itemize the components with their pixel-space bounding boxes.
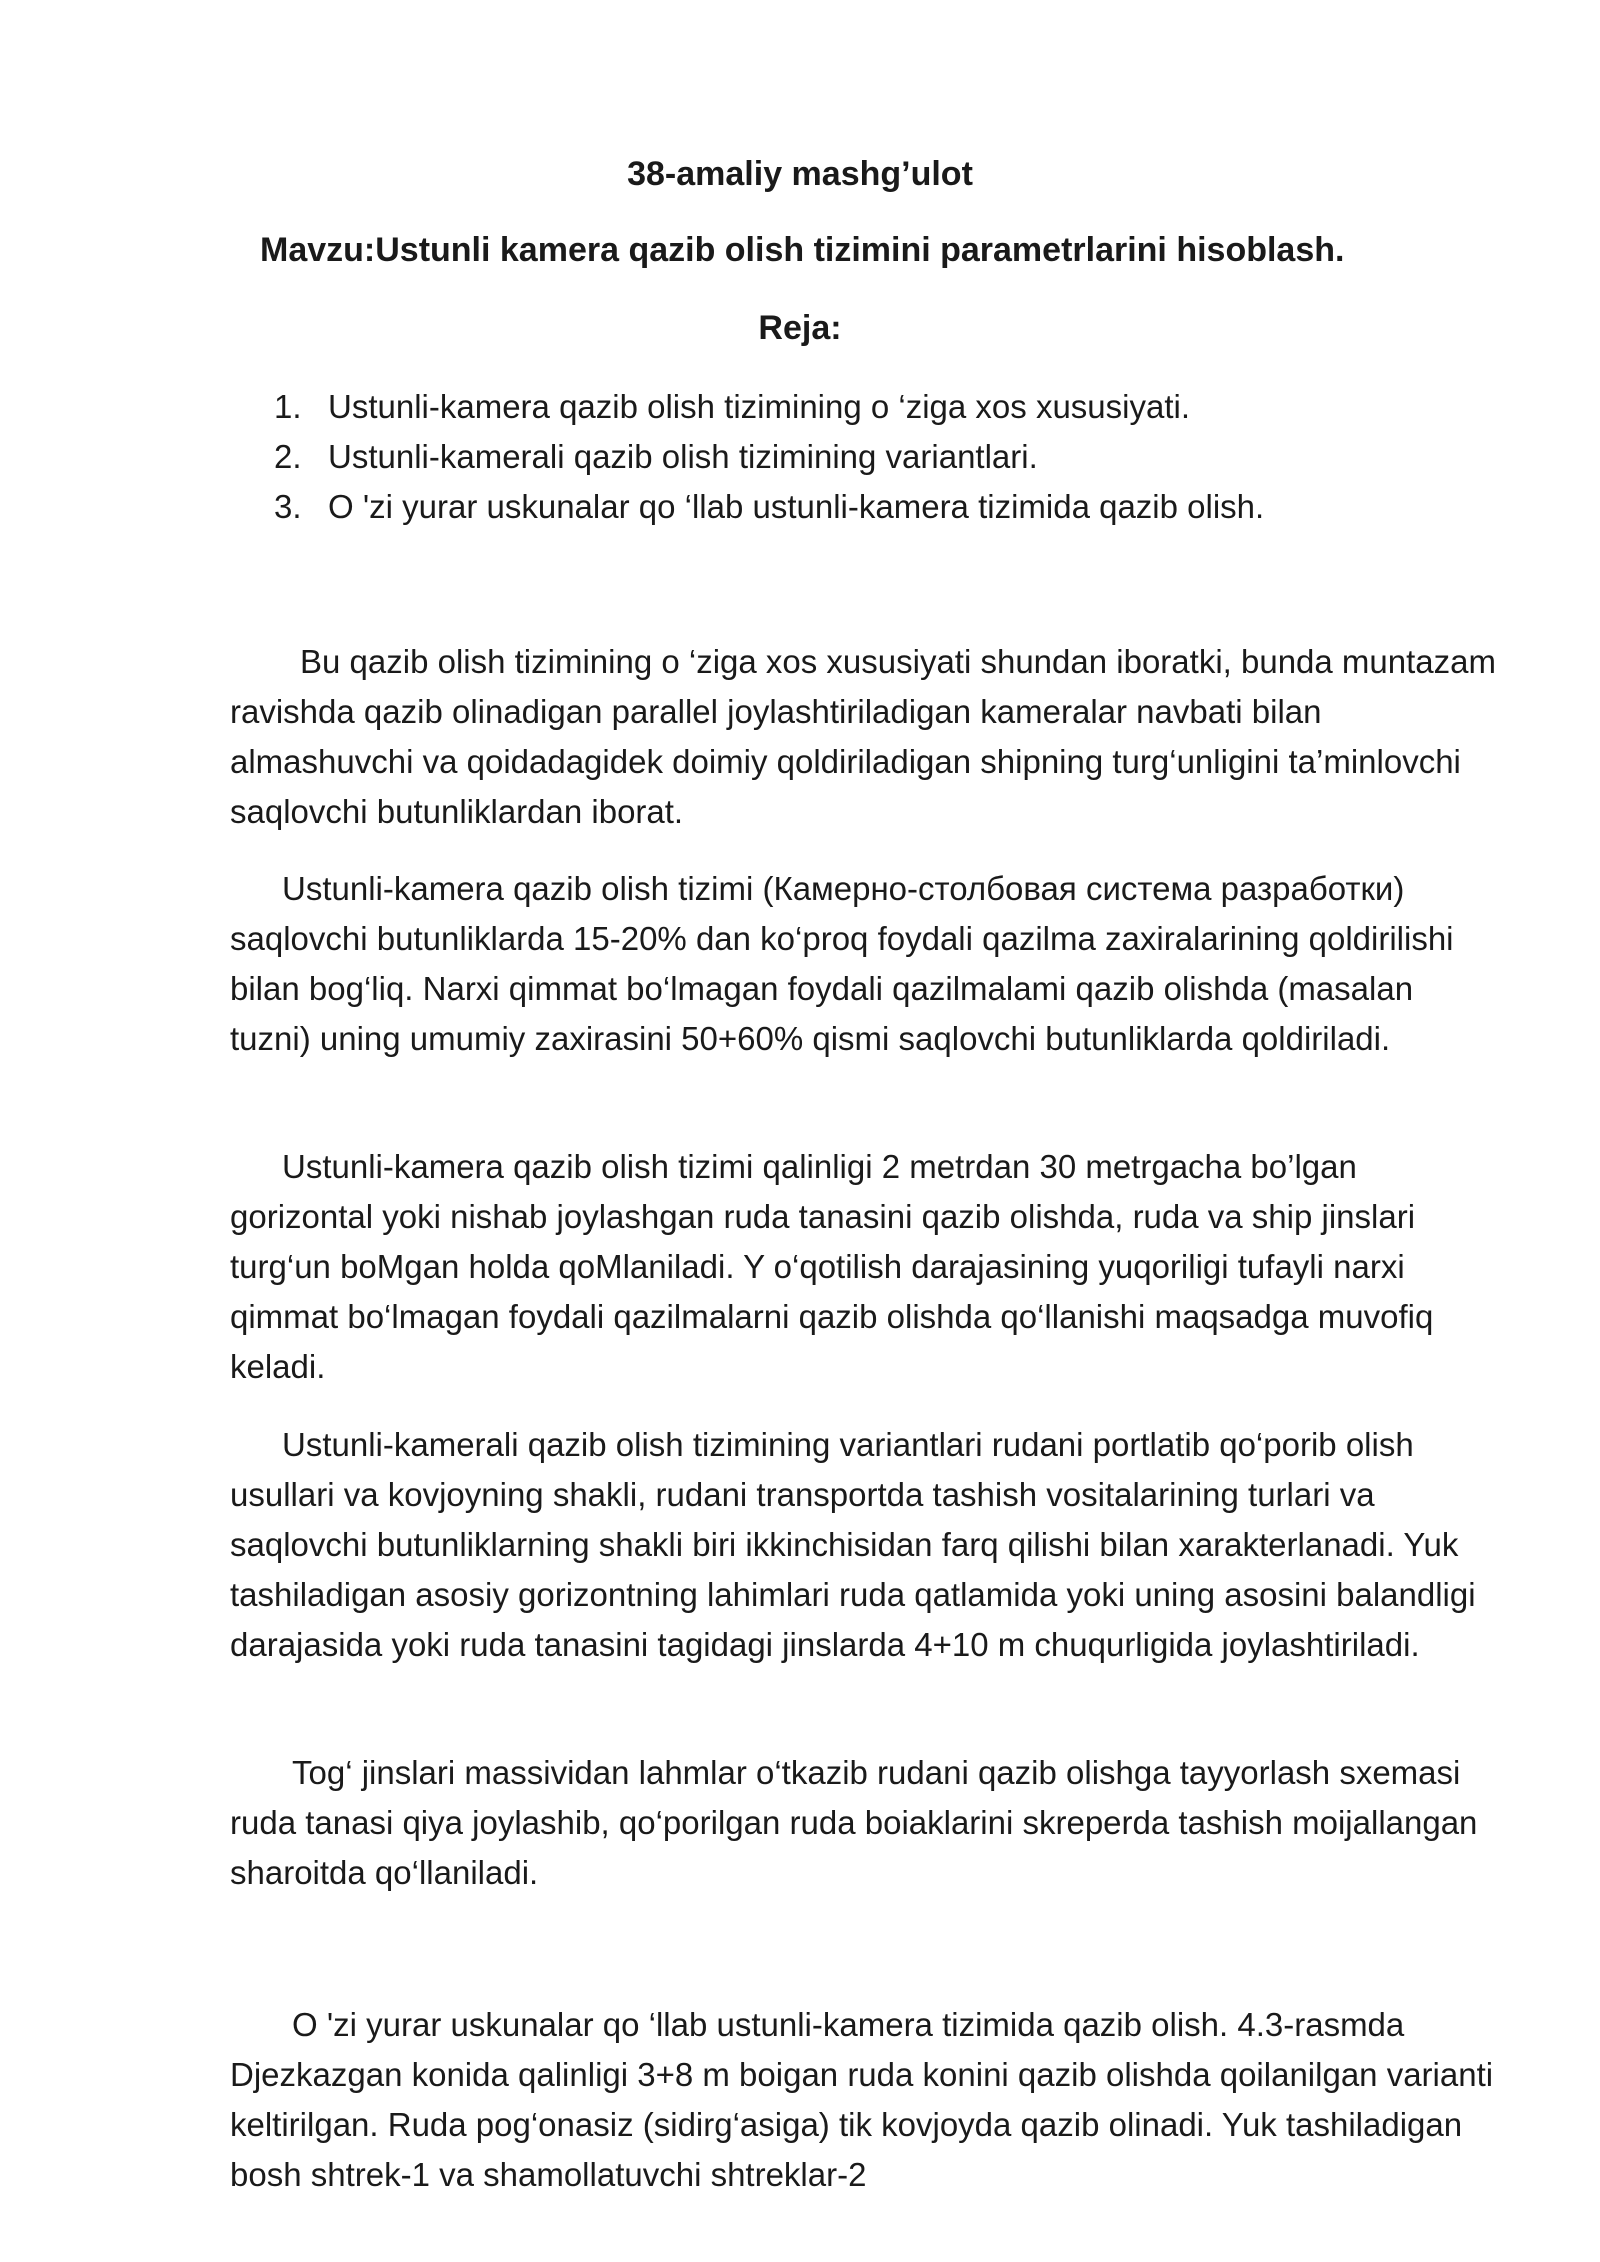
plan-list xyxy=(274,382,1474,532)
plan-item-number: 2. xyxy=(274,438,302,475)
plan-item xyxy=(274,382,1474,432)
plan-item xyxy=(274,432,1474,482)
plan-item-number: 1. xyxy=(274,388,302,425)
plan-item xyxy=(274,482,1474,532)
plan-heading: Reja: xyxy=(758,309,842,347)
body-paragraph: O 'zi yurar uskunalar qo ‘llab ustunli-kamera tizimida qazib olish. 4.3-rasmda Djezkazgan konida qalinligi 3+8 m boigan ruda konini qazib olishda qoilanilgan varianti keltirilgan. Ruda pog‘onasiz (sidirg‘asiga) tik kovjoyda qazib olinadi. Yuk tashiladigan bosh shtrek-1 va shamollatuvchi shtreklar-2 xyxy=(230,2006,1494,2193)
body-paragraph: Ustunli-kamerali qazib olish tizimining variantlari rudani portlatib qo‘porib olish usullari va kovjoyning shakli, rudani transportda tashish vositalarining turlari va saqlovchi butunliklarning shakli biri ikkinchisidan farq qilishi bilan xarakterlanadi. Yuk tashiladigan asosiy gorizontning lahimlari ruda qatlamida yoki uning asosini balandligi darajasida yoki ruda tanasini tagidagi jinslarda 4+10 m chuqurligida joylashtiriladi. xyxy=(230,1426,1476,1663)
plan-item-text: O 'zi yurar uskunalar qo ‘llab ustunli-kamera tizimida qazib olish. xyxy=(328,488,1265,525)
plan-item-text: Ustunli-kamerali qazib olish tizimining variantlari. xyxy=(328,438,1038,475)
body-paragraph: Tog‘ jinslari massividan lahmlar o‘tkazib rudani qazib olishga tayyorlash sxemasi ruda tanasi qiya joylashib, qo‘porilgan ruda boiaklarini skreperda tashish moijallangan sharoitda qo‘llaniladi. xyxy=(230,1754,1478,1891)
body-paragraph: Ustunli-kamera qazib olish tizimi qalinligi 2 metrdan 30 metrgacha bo’lgan gorizontal yoki nishab joylashgan ruda tanasini qazib olishda, ruda va ship jinslari turg‘un boMgan holda qoMlaniladi. Y o‘qotilish darajasining yuqoriligi tufayli narxi qimmat bo‘lmagan foydali qazilmalarni qazib olishda qo‘llanishi maqsadga muvofiq keladi. xyxy=(230,1148,1434,1385)
plan-item-text: Ustunli-kamera qazib olish tizimining o ‘ziga xos xususiyati. xyxy=(328,388,1191,425)
body-paragraph: Bu qazib olish tizimining o ‘ziga xos xususiyati shundan iboratki, bunda muntazam ravishda qazib olinadigan parallel joylashtiriladigan kameralar navbati bilan almashuvchi va qoidadagidek doimiy qoldiriladigan shipning turg‘unligini ta’minlovchi saqlovchi butunliklardan iborat. xyxy=(230,643,1496,830)
plan-item-number: 3. xyxy=(274,488,302,525)
document-title: 38-amaliy mashg’ulot xyxy=(627,155,973,193)
body-paragraph: Ustunli-kamera qazib olish tizimi (Камерно-столбовая система разработки) saqlovchi butunliklarda 15-20% dan ko‘proq foydali qazilma zaxiralarining qoldirilishi bilan bog‘liq. Narxi qimmat bo‘lmagan foydali qazilmalami qazib olishda (masalan tuzni) uning umumiy zaxirasini 50+60% qismi saqlovchi butunliklarda qoldiriladi. xyxy=(230,870,1454,1057)
document-topic: Mavzu:Ustunli kamera qazib olish tizimini parametrlarini hisoblash. xyxy=(260,231,1345,269)
